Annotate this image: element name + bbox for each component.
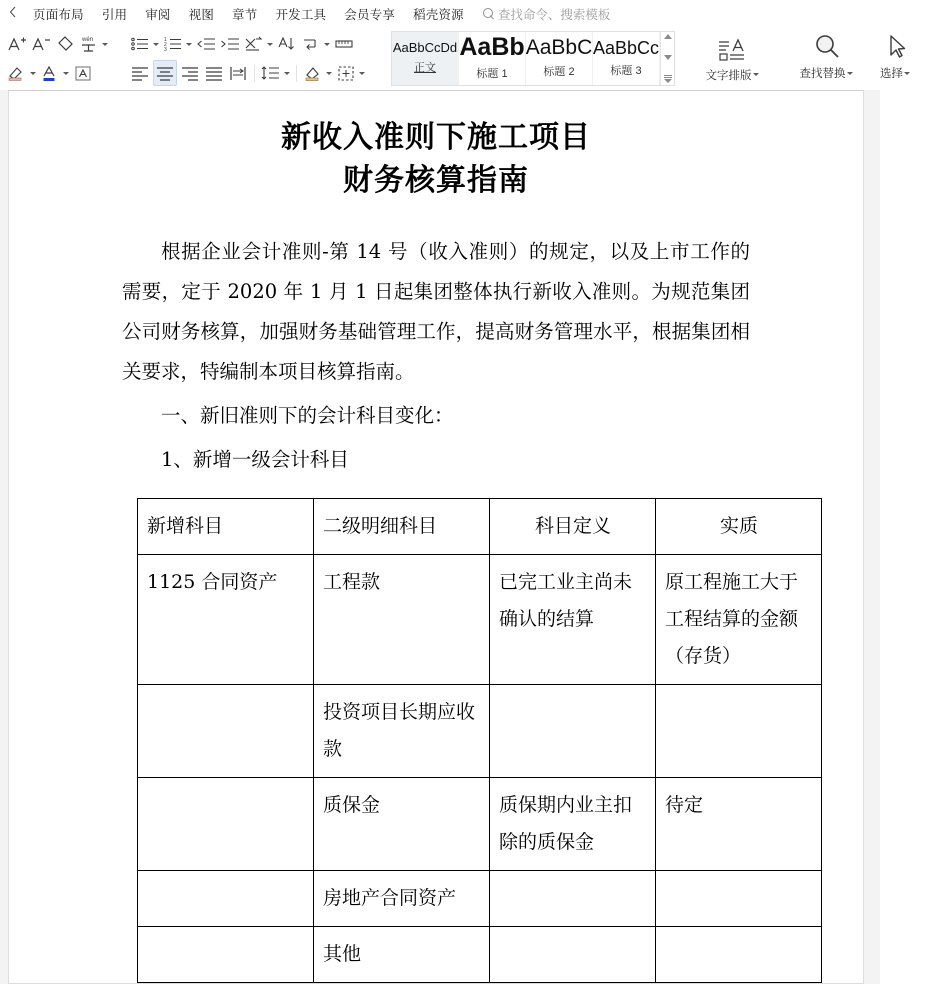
table-cell: 房地产合同资产 — [314, 871, 490, 927]
style-item-heading-1[interactable] — [459, 32, 526, 85]
menu-item-view[interactable]: 视图 — [188, 7, 215, 22]
text-highlight-color-button[interactable] — [6, 61, 28, 85]
styles-gallery-scroll[interactable] — [660, 32, 674, 85]
document-paragraph-intro: 根据企业会计准则-第 14 号（收入准则）的规定，以及上市工作的需要，定于 2020 年 1 月 1 日起集团整体执行新收入准则。为规范集团公司财务核算，加强财务基础管理工作，提高财务管理水平，根据集团相关要求，特编制本项目核算指南。 — [122, 240, 750, 384]
borders-caret[interactable] — [359, 72, 365, 75]
decrease-indent-icon[interactable] — [195, 32, 217, 56]
select-button[interactable] — [865, 27, 927, 85]
table-cell — [490, 871, 656, 927]
show-marks-caret[interactable] — [324, 43, 330, 46]
command-search-placeholder: 查找命令、搜索模板 — [497, 7, 611, 22]
menu-item-sections[interactable]: 章节 — [232, 7, 258, 22]
align-center-icon[interactable] — [153, 60, 177, 86]
svg-text:1: 1 — [164, 37, 167, 43]
text-layout-button[interactable] — [695, 30, 771, 88]
scroll-up-icon[interactable] — [664, 34, 672, 39]
table-cell: 其他 — [314, 927, 490, 983]
borders-icon[interactable] — [335, 61, 357, 85]
ribbon-group-paragraph — [123, 27, 372, 90]
table-cell: 已完工业主尚未确认的结算 — [490, 555, 656, 685]
bulleted-list-caret[interactable] — [153, 43, 159, 46]
style-label: 标题 1 — [476, 68, 508, 80]
table-row — [138, 927, 822, 983]
sort-az-icon[interactable] — [276, 32, 298, 56]
line-spacing-caret[interactable] — [284, 72, 290, 75]
select-caret[interactable] — [904, 72, 910, 75]
svg-text:wén: wén — [82, 37, 94, 43]
cursor-arrow-icon — [882, 33, 910, 61]
document-subheading-1: 1、新增一级会计科目 — [161, 448, 349, 472]
menu-item-developer-tools[interactable]: 开发工具 — [275, 7, 327, 22]
numbered-list-icon[interactable] — [162, 32, 184, 56]
menu-item-member-exclusive[interactable]: 会员专享 — [344, 7, 396, 22]
table-cell — [138, 871, 314, 927]
style-item-heading-2[interactable] — [526, 32, 593, 85]
shading-fill-icon[interactable] — [302, 61, 324, 85]
style-label: 标题 2 — [543, 66, 575, 78]
select-label: 选择 — [880, 68, 903, 80]
menu-bar — [0, 0, 880, 27]
table-row — [138, 778, 822, 871]
style-item-normal[interactable] — [392, 32, 459, 85]
asian-layout-icon[interactable] — [243, 32, 265, 56]
document-canvas[interactable] — [0, 90, 880, 984]
style-preview: AaBbCc — [592, 37, 660, 58]
decrease-font-size-button[interactable] — [30, 32, 52, 56]
style-label: 标题 3 — [610, 64, 642, 77]
table-cell — [138, 778, 314, 871]
increase-indent-icon[interactable] — [219, 32, 241, 56]
ribbon-toolbar — [0, 27, 903, 90]
more-styles-icon[interactable] — [664, 75, 672, 83]
table-cell — [138, 685, 314, 778]
ribbon-divider — [254, 65, 255, 82]
search-icon — [483, 8, 495, 20]
style-label: 正文 — [414, 62, 436, 74]
svg-text:2: 2 — [164, 42, 167, 48]
menu-item-docer-resources[interactable]: 稻壳资源 — [413, 7, 464, 22]
ribbon-group-text-layout — [690, 27, 776, 90]
align-justify-icon[interactable] — [203, 61, 225, 85]
line-spacing-icon[interactable] — [260, 61, 282, 85]
table-cell: 1125 合同资产 — [138, 555, 314, 685]
styles-gallery[interactable] — [391, 31, 675, 86]
text-box-button[interactable] — [72, 61, 94, 85]
table-header-cell: 科目定义 — [490, 499, 656, 555]
ruler-icon[interactable] — [333, 32, 355, 56]
style-preview: AaBbC — [525, 36, 593, 59]
table-header-cell: 二级明细科目 — [314, 499, 490, 555]
align-right-icon[interactable] — [179, 61, 201, 85]
pinyin-guide-button[interactable] — [78, 32, 100, 56]
font-color-caret[interactable] — [63, 72, 69, 75]
find-replace-caret[interactable] — [847, 72, 853, 75]
table-cell: 质保金 — [314, 778, 490, 871]
ribbon-group-font — [0, 27, 115, 90]
document-page[interactable] — [8, 90, 864, 984]
distribute-text-icon[interactable] — [227, 61, 249, 85]
menu-item-page-layout[interactable]: 页面布局 — [33, 7, 84, 22]
table-cell: 待定 — [656, 778, 822, 871]
magnifier-icon — [811, 33, 843, 61]
table-row — [138, 555, 822, 685]
style-item-heading-3[interactable] — [593, 32, 660, 85]
document-title — [9, 117, 863, 202]
table-header-row — [138, 499, 822, 555]
table-row — [138, 685, 822, 778]
svg-text:3: 3 — [164, 47, 167, 53]
highlight-color-caret[interactable] — [30, 72, 36, 75]
table-cell — [490, 685, 656, 778]
table-cell: 投资项目长期应收款 — [314, 685, 490, 778]
ribbon-divider — [296, 65, 297, 82]
bulleted-list-icon[interactable] — [129, 32, 151, 56]
table-cell — [656, 685, 822, 778]
table-cell — [490, 927, 656, 983]
clear-formatting-button[interactable] — [54, 32, 76, 56]
style-preview: AaBbCcDd — [392, 40, 458, 55]
scroll-down-icon[interactable] — [664, 55, 672, 60]
find-replace-label: 查找替换 — [799, 68, 846, 80]
font-color-button[interactable] — [39, 61, 61, 85]
accounting-subjects-table[interactable] — [137, 498, 822, 983]
increase-font-size-button[interactable] — [6, 32, 28, 56]
table-cell — [656, 927, 822, 983]
numbered-list-caret[interactable] — [186, 43, 192, 46]
find-replace-button[interactable] — [789, 27, 865, 85]
table-cell: 工程款 — [314, 555, 490, 685]
shading-caret[interactable] — [326, 72, 332, 75]
pinyin-guide-dropdown-caret[interactable] — [102, 43, 108, 46]
ribbon-group-styles — [380, 27, 682, 90]
menu-item-references[interactable]: 引用 — [101, 7, 128, 22]
document-title-line-1: 新收入准则下施工项目 — [281, 120, 591, 155]
asian-layout-caret[interactable] — [267, 43, 273, 46]
table-header-cell: 实质 — [656, 499, 822, 555]
command-search-box[interactable] — [483, 5, 611, 23]
text-layout-caret[interactable] — [753, 73, 759, 76]
table-cell — [656, 871, 822, 927]
ribbon-group-editing — [784, 27, 932, 90]
table-cell — [138, 927, 314, 983]
table-cell: 质保期内业主扣除的质保金 — [490, 778, 656, 871]
menu-item-review[interactable]: 审阅 — [145, 7, 171, 22]
text-layout-icon — [716, 37, 750, 63]
style-preview: AaBb — [459, 33, 525, 61]
back-chevron-icon[interactable] — [0, 6, 24, 21]
document-title-line-2: 财务核算指南 — [343, 162, 529, 198]
show-paragraph-marks-icon[interactable] — [300, 32, 322, 56]
align-left-icon[interactable] — [129, 61, 151, 85]
table-header-cell: 新增科目 — [138, 499, 314, 555]
table-cell: 原工程施工大于工程结算的金额（存货） — [656, 555, 822, 685]
table-row — [138, 871, 822, 927]
document-heading-section-1: 一、新旧准则下的会计科目变化： — [161, 404, 454, 428]
text-layout-label: 文字排版 — [705, 69, 752, 82]
